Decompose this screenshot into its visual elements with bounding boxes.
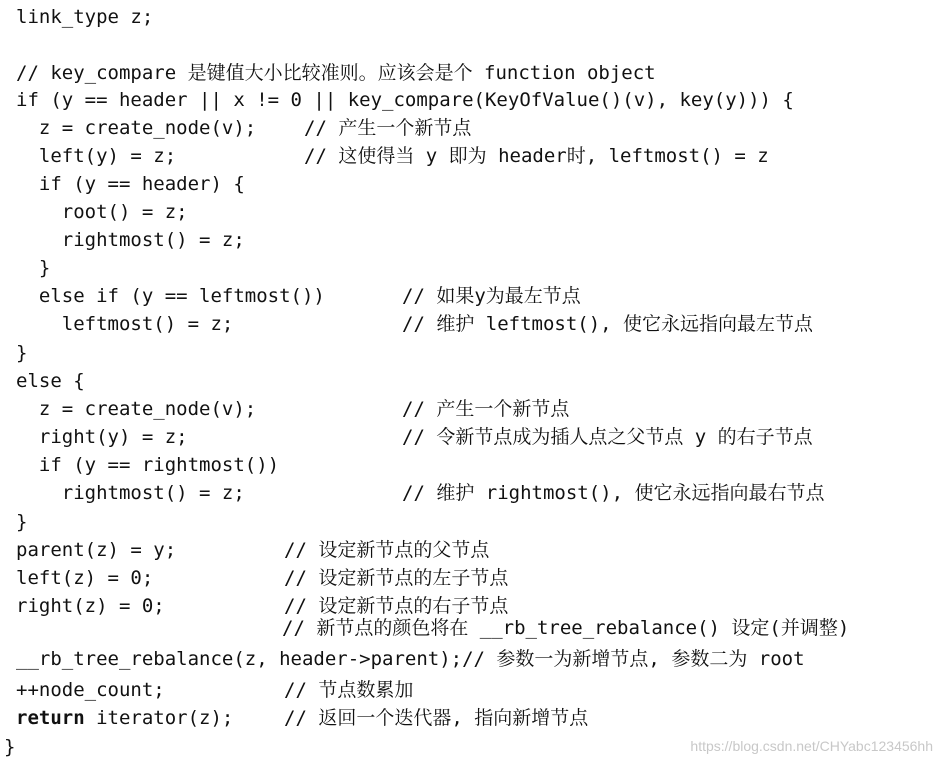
code-line: if (y == rightmost()) (16, 454, 280, 476)
code-listing: link_type z; // key_compare 是键值大小比较准则。应该会是个 function object if (y == header || x != 0 || key_compare(KeyOfValue()(v), key(y))) { z = create_node(v); // 产生一个新节点 left(y) = z; // 这使得当 y 即为 header时, leftmost() = z if (y == header) { root() = z; rightmost() = z; } else if (y == leftmost()) // 如果y为最左节点 leftmost() = z; // 维护 leftmost(), 使它永远指向最左节点 } else { z = create_node(v); // 产生一个新节点 right(y) = z; // 令新节点成为插人点之父节点 y 的右子节点 if (y == rightmost()) rightmost() = z; // 维护 rightmost(), 使它永远指向最右节点 } parent(z) = y; // 设定新节点的父节点 left(z) = 0; // 设定新节点的左子节点 right(z) = 0; // 设定新节点的右子节点 // 新节点的颜色将在 __rb_tree_rebalance() 设定(并调整) __rb_tree_rebalance(z, header->parent);// 参数一为新增节点, 参数二为 root ++node_count; // 节点数累加 return iterator(z); // 返回一个迭代器, 指向新增节点 } https://blog.csdn.net/CHYabc123456hh (0, 0, 941, 764)
code-line: z = create_node(v); // 产生一个新节点 (16, 398, 570, 420)
code-line: return iterator(z); // 返回一个迭代器, 指向新增节点 (16, 707, 589, 729)
code-line: rightmost() = z; (16, 229, 245, 251)
code-line: right(z) = 0; // 设定新节点的右子节点 (16, 595, 509, 617)
code-line: root() = z; (16, 201, 188, 223)
code-line: parent(z) = y; // 设定新节点的父节点 (16, 539, 490, 561)
code-line: // key_compare 是键值大小比较准则。应该会是个 function object (16, 62, 656, 84)
code-line: __rb_tree_rebalance(z, header->parent);// 参数一为新增节点, 参数二为 root (16, 648, 805, 670)
code-line: else if (y == leftmost()) // 如果y为最左节点 (16, 285, 581, 307)
code-line: right(y) = z; // 令新节点成为插人点之父节点 y 的右子节点 (16, 426, 813, 448)
code-line: link_type z; (16, 6, 154, 28)
code-line: left(y) = z; // 这使得当 y 即为 header时, leftmost() = z (16, 145, 769, 167)
source-watermark: https://blog.csdn.net/CHYabc123456hh (690, 738, 933, 754)
code-line: if (y == header || x != 0 || key_compare(KeyOfValue()(v), key(y))) { (16, 89, 794, 111)
code-line: } (16, 257, 51, 279)
code-line: else { (16, 370, 85, 392)
code-line: } (16, 511, 28, 533)
code-line: } (4, 736, 16, 758)
code-line: rightmost() = z; // 维护 rightmost(), 使它永远指向最右节点 (16, 482, 825, 504)
code-line: } (16, 342, 28, 364)
code-line: ++node_count; // 节点数累加 (16, 679, 414, 701)
code-line: z = create_node(v); // 产生一个新节点 (16, 117, 472, 139)
code-line: left(z) = 0; // 设定新节点的左子节点 (16, 567, 509, 589)
code-line: if (y == header) { (16, 173, 245, 195)
code-line: leftmost() = z; // 维护 leftmost(), 使它永远指向最左节点 (16, 313, 814, 335)
